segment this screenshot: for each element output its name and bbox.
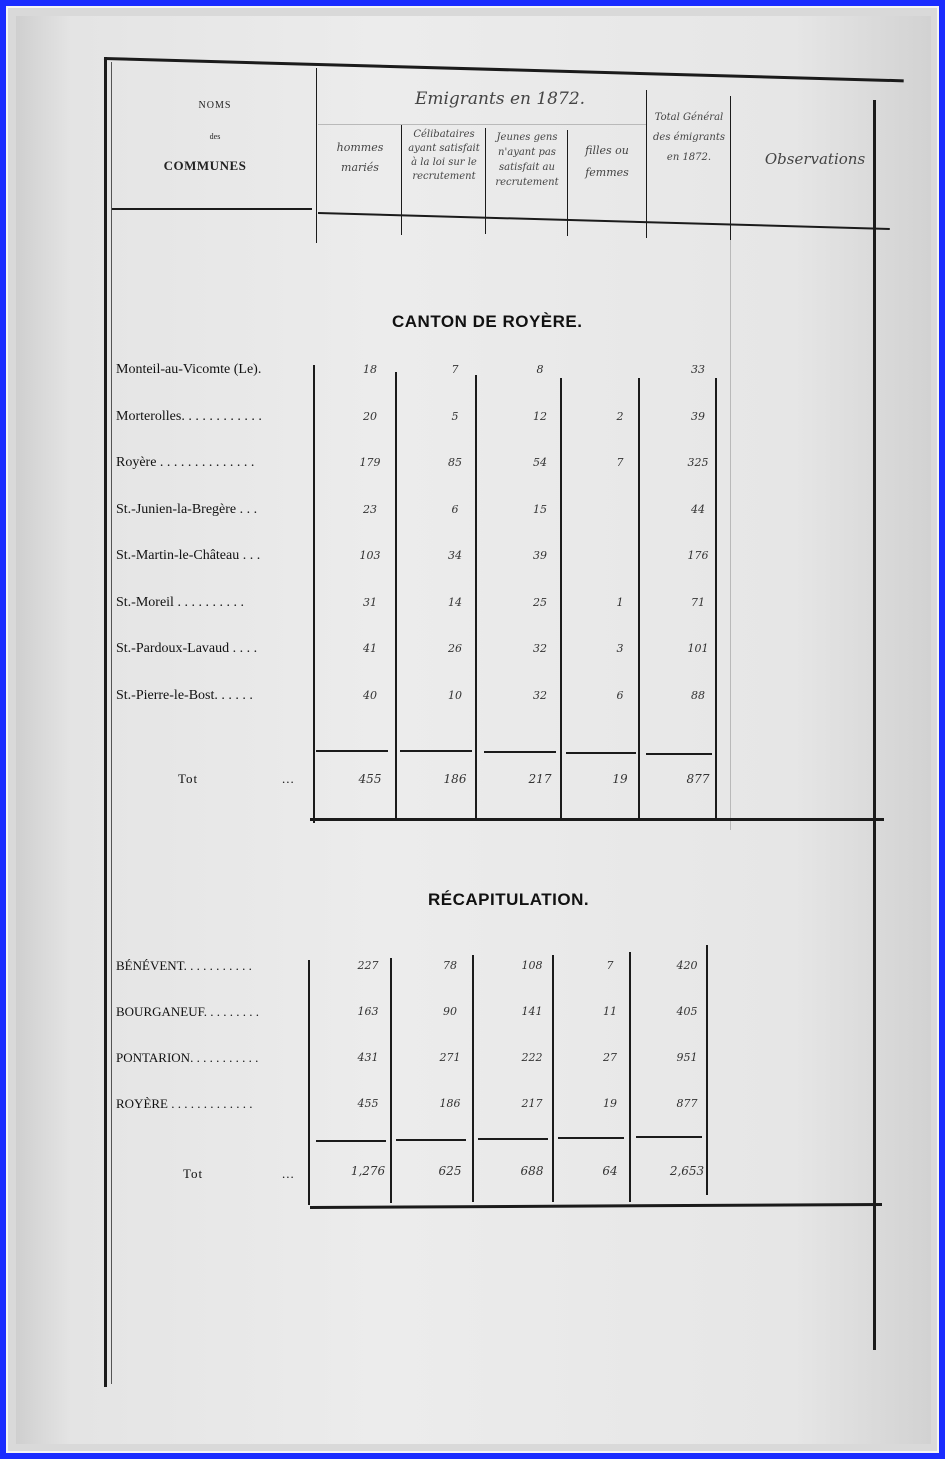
canton-row-cell: 179: [359, 456, 381, 469]
recap-title: RÉCAPITULATION.: [428, 890, 590, 909]
recap-sub-rule-2: [396, 1139, 466, 1141]
canton-row-cell: 26: [448, 642, 462, 655]
recap-row-name: ROYÈRE . . . . . . . . . . . . .: [116, 1096, 253, 1111]
canton-row-cell: 44: [691, 502, 705, 516]
recap-row-cell: 217: [521, 1097, 543, 1110]
canton-total-dots: ...: [282, 771, 295, 786]
canton-row-cell: 6: [451, 502, 459, 516]
recap-row-cell: 27: [603, 1051, 617, 1064]
canton-row-name: Monteil-au-Vicomte (Le).: [116, 362, 262, 377]
canton-row-cell: 2: [616, 409, 624, 423]
header-sep-3: [485, 128, 486, 234]
table-left-inner-border: [111, 62, 112, 1384]
header-des: des: [209, 132, 221, 141]
canton-col-line-1: [313, 365, 315, 823]
canton-row-cell: 325: [687, 456, 709, 469]
canton-row-cell: 41: [363, 642, 377, 655]
recap-row-cell: 141: [521, 1005, 543, 1018]
header-observations: Observations: [764, 150, 866, 168]
canton-row-cell: 23: [363, 502, 377, 516]
canton-row-name: St.-Moreil . . . . . . . . . .: [116, 594, 244, 610]
canton-row-cell: 85: [448, 456, 462, 469]
recap-row-cell: 431: [357, 1051, 379, 1064]
header-sep-2: [401, 125, 402, 235]
canton-row-name: St.-Junien-la-Bregère . . .: [116, 501, 258, 517]
photo-frame: [6, 6, 939, 1453]
canton-row-cell: 20: [363, 409, 377, 423]
recap-row-name: BÉNÉVENT. . . . . . . . . . .: [116, 958, 252, 973]
header-bottom-rule: [112, 208, 312, 210]
canton-bottom-rule: [310, 818, 884, 821]
header-sep-6: [730, 96, 731, 242]
canton-row-cell: 7: [451, 363, 459, 376]
canton-sub-rule-2: [400, 750, 472, 752]
table-left-border: [104, 57, 107, 1387]
recap-total-cell: 688: [520, 1164, 544, 1178]
recap-row-cell: 11: [603, 1005, 617, 1018]
recap-row-cell: 951: [676, 1051, 698, 1064]
canton-row-cell: 7: [616, 456, 624, 469]
canton-total-label: Tot: [178, 771, 199, 786]
recap-row-cell: 78: [443, 959, 457, 972]
header-sep-5: [646, 90, 647, 238]
header-total: Total Général des émigrants en 1872.: [653, 112, 725, 163]
header-communes: COMMUNES: [163, 158, 247, 173]
canton-row-cell: 103: [359, 549, 381, 562]
canton-row-cell: 32: [533, 688, 547, 702]
canton-row-cell: 1: [616, 595, 624, 609]
recap-total-cell: 1,276: [350, 1164, 386, 1178]
canton-title: CANTON DE ROYÈRE.: [392, 312, 583, 331]
table-right-border: [873, 100, 876, 1350]
recap-row-cell: 227: [357, 959, 379, 972]
recap-row-name: BOURGANEUF. . . . . . . . .: [116, 1004, 260, 1019]
canton-row-cell: 39: [691, 409, 705, 423]
recap-row-cell: 271: [439, 1051, 461, 1064]
recap-row-cell: 163: [357, 1005, 379, 1018]
canton-row-name: St.-Pardoux-Lavaud . . . .: [116, 641, 258, 656]
canton-row-cell: 18: [363, 363, 377, 376]
canton-row-cell: 71: [691, 595, 705, 609]
recap-sub-rule-4: [558, 1137, 624, 1139]
header-filles: filles ou femmes: [585, 144, 629, 179]
document-page: [16, 16, 931, 1444]
canton-row-cell: 6: [616, 688, 624, 702]
canton-total-cell: 455: [358, 772, 382, 786]
canton-row-name: St.-Pierre-le-Bost. . . . . .: [116, 687, 253, 703]
canton-sub-rule-5: [646, 753, 712, 755]
header-jeunes: Jeunes gens n'ayant pas satisfait au recrutement: [495, 132, 559, 188]
canton-row-cell: 12: [533, 409, 547, 423]
canton-row-cell: 15: [533, 502, 547, 516]
canton-row-name: Royère . . . . . . . . . . . . . .: [116, 455, 255, 470]
header-celibataires: Célibataires ayant satisfait à la loi sur le recrutement: [408, 129, 480, 182]
header-hommes: hommes mariés: [336, 141, 384, 174]
canton-row-cell: 34: [448, 549, 462, 562]
canton-row-name: St.-Martin-le-Château . . .: [116, 548, 261, 563]
recap-sub-rule-5: [636, 1136, 702, 1138]
recap-total-label: Tot: [183, 1166, 204, 1181]
canton-row-cell: 3: [616, 642, 624, 655]
canton-total-cell: 186: [443, 772, 467, 786]
canton-total-cell: 19: [612, 772, 628, 786]
recap-row-name: PONTARION. . . . . . . . . . .: [116, 1050, 259, 1065]
recap-sub-rule-3: [478, 1138, 548, 1140]
recap-row-cell: 7: [606, 959, 614, 972]
header-noms: NOMS: [198, 100, 232, 111]
recap-row-cell: 455: [357, 1097, 379, 1110]
canton-grid-line: [730, 240, 731, 830]
recap-row-cell: 186: [439, 1097, 461, 1110]
canton-sub-rule-1: [316, 750, 388, 752]
canton-row-cell: 14: [448, 595, 462, 609]
recap-row-cell: 405: [676, 1005, 698, 1018]
header-emigrants: Emigrants en 1872.: [414, 89, 586, 109]
recap-row-cell: 90: [443, 1005, 457, 1018]
canton-row-name: Morterolles. . . . . . . . . . . .: [116, 408, 262, 424]
canton-row-cell: 176: [687, 549, 709, 562]
header-sep-4: [567, 130, 568, 236]
recap-row-cell: 108: [521, 959, 543, 972]
recap-total-cell: 64: [602, 1164, 618, 1178]
recap-row-cell: 222: [521, 1051, 543, 1064]
recap-col-line-1: [308, 960, 310, 1205]
recap-sub-rule-1: [316, 1140, 386, 1142]
canton-sub-rule-4: [566, 752, 636, 754]
canton-row-cell: 25: [533, 595, 547, 609]
recap-col-line-6: [706, 945, 708, 1195]
canton-sub-rule-3: [484, 751, 556, 753]
recap-row-cell: 877: [676, 1097, 698, 1110]
canton-row-cell: 10: [448, 688, 462, 702]
canton-row-cell: 88: [691, 688, 705, 702]
recap-total-dots: ...: [282, 1166, 295, 1181]
header-sep-1: [316, 68, 317, 243]
canton-row-cell: 54: [533, 456, 547, 469]
canton-row-cell: 33: [691, 363, 705, 376]
canton-row-cell: 5: [451, 409, 459, 423]
emigrants-underline: [318, 124, 646, 125]
recap-row-cell: 19: [603, 1097, 617, 1110]
canton-row-cell: 101: [687, 642, 709, 655]
recap-total-cell: 2,653: [669, 1164, 705, 1178]
canton-total-cell: 877: [686, 772, 710, 786]
recap-row-cell: 420: [676, 959, 698, 972]
canton-row-cell: 32: [533, 642, 547, 655]
canton-row-cell: 39: [533, 549, 547, 562]
canton-total-cell: 217: [528, 772, 552, 786]
canton-row-cell: 40: [363, 688, 377, 702]
recap-total-cell: 625: [438, 1164, 462, 1178]
canton-row-cell: 31: [363, 595, 377, 609]
canton-row-cell: 8: [536, 363, 544, 376]
